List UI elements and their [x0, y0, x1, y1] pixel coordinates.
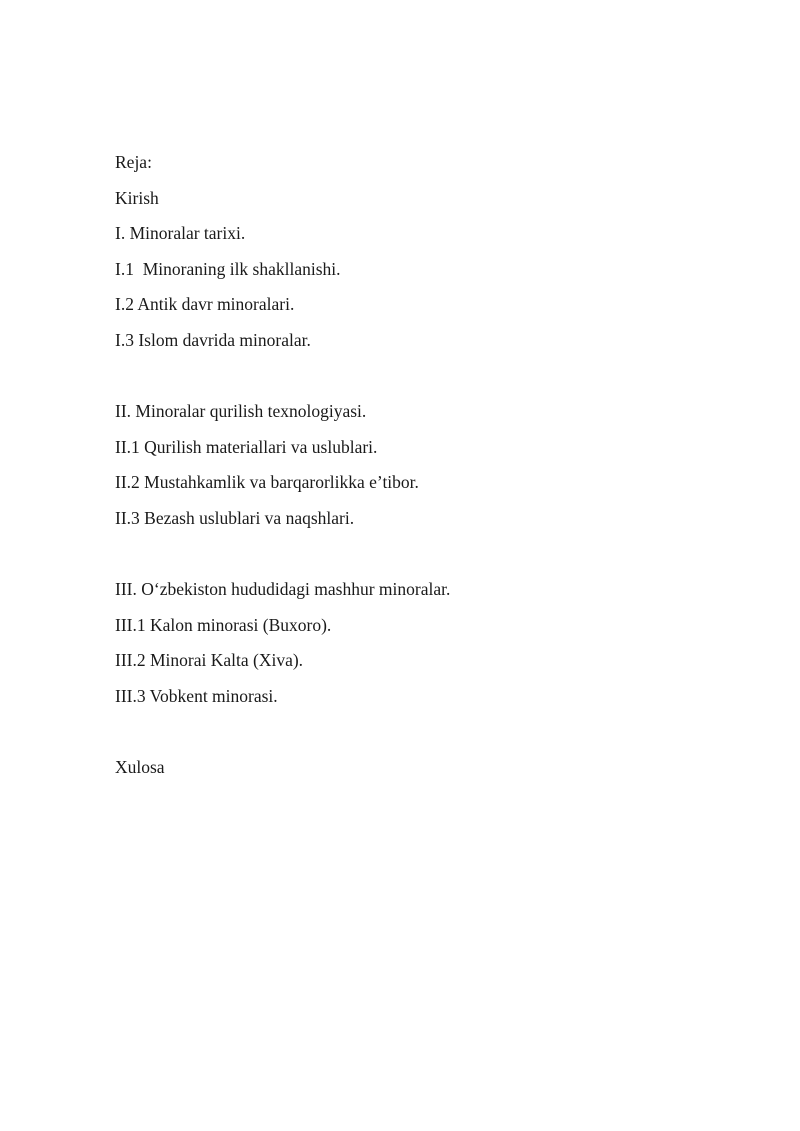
conclusion-entry: Xulosa	[115, 757, 165, 778]
section-item: II.2 Mustahkamlik va barqarorlikka e’tibor.	[115, 472, 419, 493]
section-item: III.3 Vobkent minorasi.	[115, 685, 278, 706]
section-title: III. O‘zbekiston hududidagi mashhur minoralar.	[115, 579, 451, 600]
intro-entry: Kirish	[115, 187, 159, 208]
plan-heading: Reja:	[115, 152, 152, 172]
section-title: I. Minoralar tarixi.	[115, 223, 246, 244]
section-item: III.1 Kalon minorasi (Buxoro).	[115, 614, 332, 635]
section-item: III.2 Minorai Kalta (Xiva).	[115, 650, 304, 671]
section-item: II.1 Qurilish materiallari va uslublari.	[115, 436, 378, 457]
spacer	[115, 537, 715, 573]
spacer	[115, 715, 715, 751]
table-of-contents	[115, 145, 715, 786]
section-item: I.3 Islom davrida minoralar.	[115, 329, 311, 350]
section-title: II. Minoralar qurilish texnologiyasi.	[115, 401, 367, 422]
section-item: I.2 Antik davr minoralari.	[115, 294, 295, 315]
section-item: II.3 Bezash uslublari va naqshlari.	[115, 507, 355, 528]
section-item: I.1 Minoraning ilk shakllanishi.	[115, 258, 341, 279]
spacer	[115, 359, 715, 395]
